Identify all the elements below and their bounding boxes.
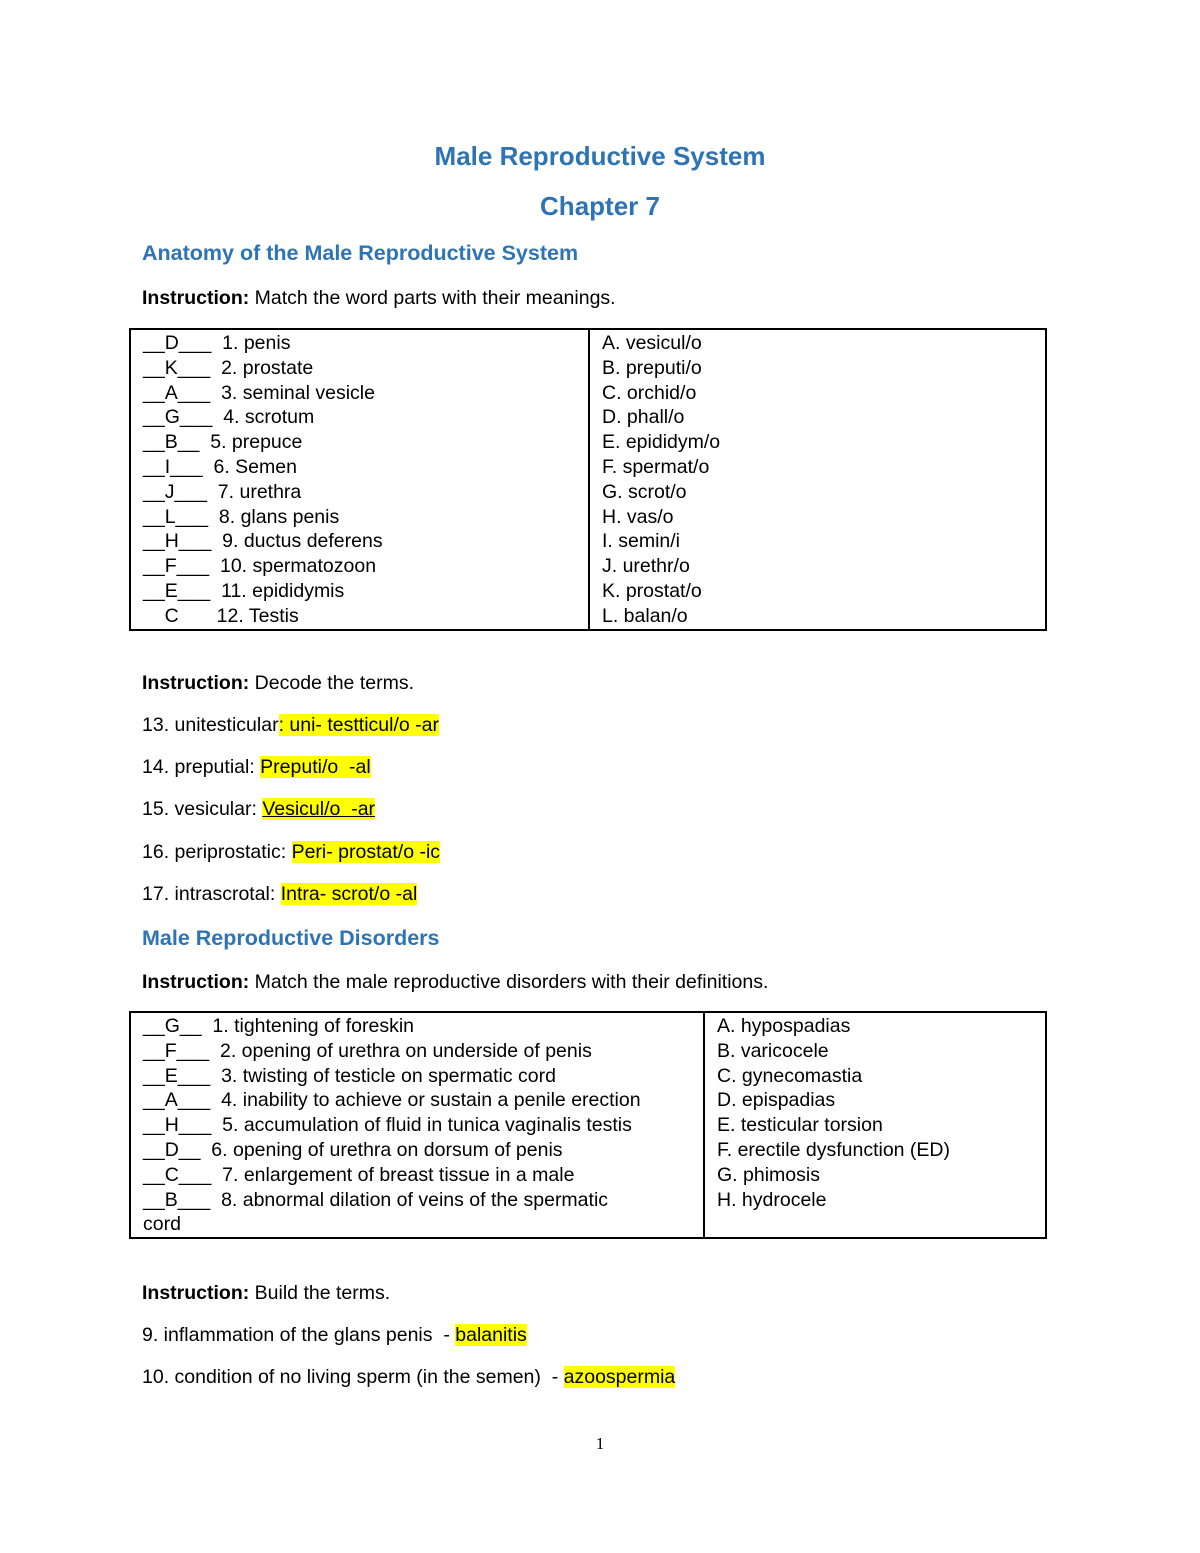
decode-answer: Intra- scrot/o -al xyxy=(280,883,418,905)
anatomy-matching-table xyxy=(129,328,1047,631)
instruction-label: Instruction: xyxy=(142,1282,250,1304)
anatomy-word-parts-list xyxy=(602,331,1045,629)
build-item-9 xyxy=(142,1324,527,1347)
anatomy-term-item: __E___ 11. epididymis xyxy=(143,579,345,602)
decode-answer: Preputi/o -al xyxy=(260,756,371,778)
disorder-definition-item: __A___ 4. inability to achieve or sustain a penile erection xyxy=(143,1089,641,1112)
anatomy-term-item: __B__ 5. prepuce xyxy=(143,431,303,454)
disorder-definition-item: __H___ 5. accumulation of fluid in tunica vaginalis testis xyxy=(143,1114,632,1137)
decode-answer: : uni- testticul/o -ar xyxy=(278,714,439,736)
disorder-definition-item: __B___ 8. abnormal dilation of veins of the spermatic xyxy=(143,1188,609,1211)
anatomy-word-part-item: K. prostat/o xyxy=(602,579,702,602)
disorder-definition-item: cord xyxy=(143,1213,181,1236)
anatomy-word-part-item: A. vesicul/o xyxy=(602,332,702,354)
disorder-name-item: H. hydrocele xyxy=(717,1188,827,1211)
build-answer: azoospermia xyxy=(563,1366,676,1388)
anatomy-word-part-item: G. scrot/o xyxy=(602,480,687,503)
anatomy-term-item: __H___ 9. ductus deferens xyxy=(143,530,383,553)
anatomy-term-item: __G___ 4. scrotum xyxy=(143,406,315,429)
decode-item-14 xyxy=(142,756,371,779)
anatomy-word-part-item: C. orchid/o xyxy=(602,381,697,404)
anatomy-terms-list xyxy=(143,331,588,629)
build-answer: balanitis xyxy=(455,1324,527,1346)
disorder-name-item: B. varicocele xyxy=(717,1039,829,1062)
decode-term: 14. preputial: xyxy=(142,756,261,778)
instruction-text: Match the word parts with their meanings. xyxy=(249,287,616,309)
decode-term: 17. intrascrotal: xyxy=(142,883,281,905)
anatomy-word-parts-column xyxy=(589,329,1046,630)
build-term: 10. condition of no living sperm (in the semen) - xyxy=(142,1366,564,1388)
disorder-definition-item: __G__ 1. tightening of foreskin xyxy=(143,1015,415,1037)
anatomy-word-part-item: B. preputi/o xyxy=(602,356,702,379)
decode-item-17 xyxy=(142,883,417,906)
instruction-match-disorders xyxy=(142,971,768,994)
instruction-build xyxy=(142,1282,390,1305)
disorders-names-column xyxy=(704,1012,1046,1238)
anatomy-word-part-item: H. vas/o xyxy=(602,505,674,528)
anatomy-word-part-item: E. epididym/o xyxy=(602,431,721,454)
decode-item-16 xyxy=(142,841,440,864)
decode-answer: Vesicul/o -ar xyxy=(262,798,376,820)
anatomy-word-part-item: L. balan/o xyxy=(602,604,688,627)
anatomy-word-part-item: J. urethr/o xyxy=(602,555,690,578)
instruction-label: Instruction: xyxy=(142,672,250,694)
anatomy-word-part-item: I. semin/i xyxy=(602,530,681,553)
anatomy-term-item: __A___ 3. seminal vesicle xyxy=(143,381,375,404)
anatomy-term-item: __I___ 6. Semen xyxy=(143,455,297,478)
disorders-definitions-column xyxy=(130,1012,704,1238)
instruction-label: Instruction: xyxy=(142,971,250,993)
decode-item-15 xyxy=(142,798,375,821)
anatomy-term-item: __F___ 10. spermatozoon xyxy=(143,555,377,578)
page-number: 1 xyxy=(595,1434,605,1453)
instruction-decode xyxy=(142,672,414,695)
decode-term: 13. unitesticular xyxy=(142,714,279,736)
disorder-name-item: E. testicular torsion xyxy=(717,1114,883,1137)
disorder-name-item: F. erectile dysfunction (ED) xyxy=(717,1138,951,1161)
anatomy-terms-column xyxy=(130,329,589,630)
disorders-matching-table xyxy=(129,1011,1047,1239)
anatomy-term-item: __K___ 2. prostate xyxy=(143,356,314,379)
disorders-definitions-list xyxy=(143,1014,703,1237)
instruction-text: Build the terms. xyxy=(249,1282,391,1304)
disorder-definition-item: __D__ 6. opening of urethra on dorsum of penis xyxy=(143,1138,563,1161)
anatomy-term-item: __J___ 7. urethra xyxy=(143,480,302,503)
disorder-name-item: G. phimosis xyxy=(717,1163,820,1186)
build-item-10 xyxy=(142,1366,675,1389)
page-title: Male Reproductive System xyxy=(434,141,766,171)
anatomy-term-item: C 12. Testis xyxy=(143,604,299,627)
disorder-name-item: C. gynecomastia xyxy=(717,1064,863,1087)
disorders-names-list xyxy=(717,1014,1045,1212)
anatomy-term-item: __L___ 8. glans penis xyxy=(143,505,340,528)
decode-term: 16. periprostatic: xyxy=(142,841,292,863)
disorder-definition-item: __C___ 7. enlargement of breast tissue in a male xyxy=(143,1163,575,1186)
decode-term: 15. vesicular: xyxy=(142,798,263,820)
anatomy-term-item: __D___ 1. penis xyxy=(143,332,291,354)
instruction-match-word-parts xyxy=(142,287,616,310)
build-term: 9. inflammation of the glans penis - xyxy=(142,1324,456,1346)
disorder-definition-item: __F___ 2. opening of urethra on underside of penis xyxy=(143,1039,592,1062)
disorder-name-item: D. epispadias xyxy=(717,1089,836,1112)
instruction-text: Decode the terms. xyxy=(249,672,414,694)
anatomy-word-part-item: F. spermat/o xyxy=(602,455,710,478)
decode-item-13 xyxy=(142,714,439,737)
chapter-title: Chapter 7 xyxy=(540,191,660,221)
section-heading-disorders: Male Reproductive Disorders xyxy=(142,926,440,950)
instruction-label: Instruction: xyxy=(142,287,250,309)
instruction-text: Match the male reproductive disorders with their definitions. xyxy=(249,971,769,993)
disorder-definition-item: __E___ 3. twisting of testicle on spermatic cord xyxy=(143,1064,556,1087)
section-heading-anatomy: Anatomy of the Male Reproductive System xyxy=(142,241,579,265)
anatomy-word-part-item: D. phall/o xyxy=(602,406,685,429)
disorder-name-item: A. hypospadias xyxy=(717,1015,851,1037)
decode-answer: Peri- prostat/o -ic xyxy=(291,841,441,863)
